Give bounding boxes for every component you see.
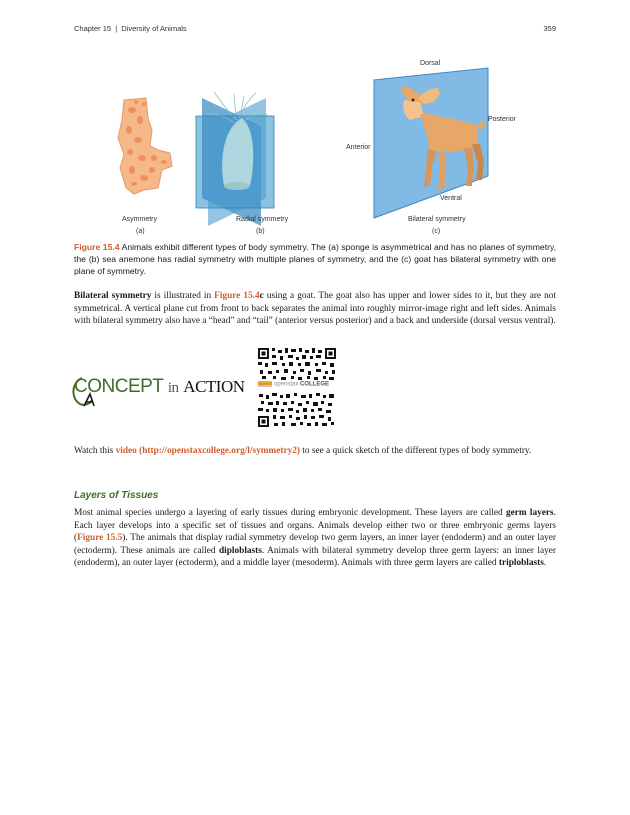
concept-action-word: ACTION <box>183 377 245 396</box>
text-span: Watch this <box>74 446 116 456</box>
qr-code-bottom[interactable] <box>258 393 336 427</box>
sea-anemone-illustration <box>196 92 274 226</box>
posterior-label: Posterior <box>488 116 517 123</box>
concept-in-word: in <box>167 380 179 396</box>
bilateral-paragraph <box>74 290 556 328</box>
openstax-college-word: COLLEGE <box>300 381 330 388</box>
term-triploblasts: triploblasts <box>498 558 544 568</box>
section-title-layers-of-tissues: Layers of Tissues <box>74 490 159 501</box>
text-span: Most animal species undergo a layering of early tissues during embryonic development. These layers are called <box>74 508 506 518</box>
concept-wordmark <box>74 376 245 398</box>
dorsal-label: Dorsal <box>420 60 441 67</box>
figure-15-4 <box>74 58 556 240</box>
caption-text: Animals exhibit different types of body symmetry. The (a) sponge is asymmetrical and has no planes of symmetry, the (b) sea anemone has radial symmetry with multiple planes of symmetry, and the (c) goat has bilateral symmetry with one plane of symmetry. <box>74 242 556 277</box>
term-bilateral-symmetry: Bilateral symmetry <box>74 291 152 301</box>
header-separator: | <box>115 24 118 33</box>
openstax-mark-icon <box>258 381 272 387</box>
chapter-title: Diversity of Animals <box>121 24 187 33</box>
qr-code-top[interactable] <box>258 348 336 380</box>
term-diploblasts: diploblasts <box>219 545 262 556</box>
figure-caption <box>74 241 556 278</box>
text-span: ). The animals that display radial symmetry develop two germ layers, an inner layer (endoderm) and an outer layer (ectoderm). These animals are called <box>74 533 556 556</box>
ventral-label: Ventral <box>440 195 462 202</box>
figure-panel-suffix: c <box>259 291 264 301</box>
panel-c-title: Bilateral symmetry <box>408 216 466 223</box>
layers-paragraph <box>74 507 556 570</box>
term-germ-layers: germ layers <box>505 508 554 518</box>
page-number: 359 <box>543 24 556 33</box>
text-span: using a goat. The goat also has upper and lower sides to it, but they are not symmetrical. A vertical plane cut from front to back separates the animal into roughly mirror-image right and left sides. Animals with bilateral symmetry also have a “head” and “tail” (anterior versus posterior) and a back and underside (dorsal versus ventral). <box>74 291 556 326</box>
figure-15-5-link[interactable]: Figure 15.5 <box>77 533 123 543</box>
panel-a-letter: (a) <box>136 228 145 235</box>
panel-b-title: Radial symmetry <box>236 216 289 223</box>
concept-in-action-logo <box>70 372 245 412</box>
chapter-number: Chapter 15 <box>74 24 112 33</box>
panel-c-letter: (c) <box>432 228 441 235</box>
openstax-word: openstax <box>274 381 299 388</box>
symmetry-video-link[interactable]: video (http://openstaxcollege.org/l/symmetry2) <box>115 446 300 456</box>
watch-video-paragraph <box>74 445 556 458</box>
caption-label: Figure 15.4 <box>74 242 120 252</box>
anterior-label: Anterior <box>346 144 371 151</box>
text-span: . Each layer develops into a specific set of tissues and organs. Animals develop either two or three embryonic germs layers ( <box>74 508 556 543</box>
text-span: is illustrated in <box>151 291 215 301</box>
panel-a-title: Asymmetry <box>122 216 157 223</box>
goat-illustration <box>374 68 488 218</box>
text-span: . Animals with bilateral symmetry develop three germ layers: an inner layer (endoderm), an outer layer (ectoderm), and a middle layer (mesoderm). Animals with three germ layers are called <box>74 545 556 568</box>
figure-15-4-link[interactable]: Figure 15.4 <box>214 291 260 301</box>
openstax-college-logo <box>258 381 338 393</box>
text-span: . <box>543 558 547 568</box>
sponge-illustration <box>118 98 172 194</box>
chapter-heading <box>74 24 187 33</box>
page-header <box>74 24 556 33</box>
panel-b-letter: (b) <box>256 228 265 235</box>
text-span: to see a quick sketch of the different types of body symmetry. <box>299 446 532 456</box>
concept-word: CONCEPT <box>74 376 164 397</box>
symmetry-illustration <box>74 58 556 240</box>
